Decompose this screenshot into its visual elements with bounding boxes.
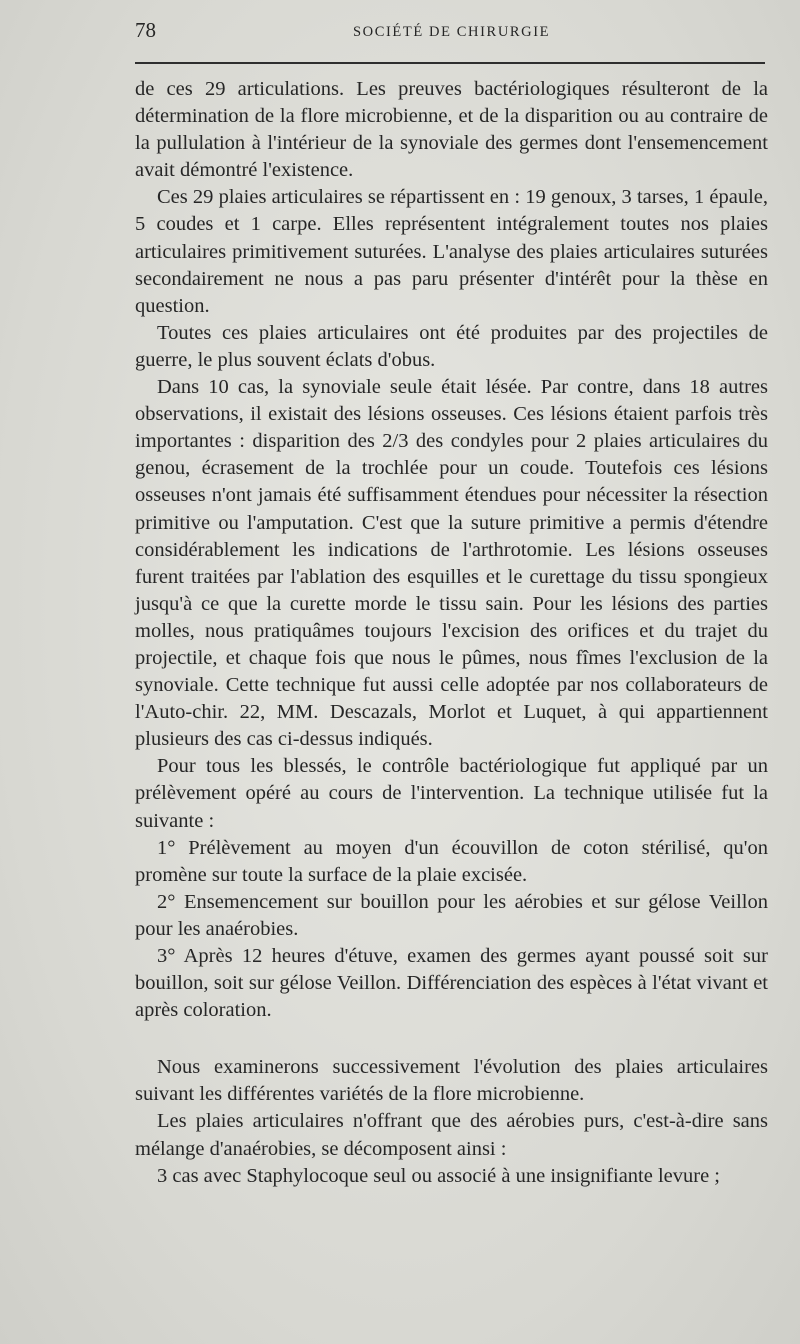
- paragraph: Pour tous les blessés, le contrôle bactériologique fut appliqué par un prélèvement opéré au cours de l'intervention. La technique utilisée fut la suivante :: [135, 755, 768, 832]
- paragraph: Toutes ces plaies articulaires ont été produites par des projectiles de guerre, le plus souvent éclats d'obus.: [135, 321, 768, 371]
- running-title: SOCIÉTÉ DE CHIRURGIE: [353, 24, 551, 40]
- paragraph: 3 cas avec Staphylocoque seul ou associé à une insignifiante levure ;: [157, 1164, 720, 1187]
- list-item: 3° Après 12 heures d'étuve, examen des germes ayant poussé soit sur bouillon, soit sur gélose Veillon. Différenciation des espèces à l'état vivant et après coloration.: [135, 945, 768, 1022]
- paragraph: Nous examinerons successivement l'évolution des plaies articulaires suivant les différentes variétés de la flore microbienne.: [135, 1056, 768, 1106]
- header-rule: [135, 62, 765, 64]
- paragraph: de ces 29 articulations. Les preuves bactériologiques résulteront de la détermination de la flore microbienne, et de la disparition ou au contraire de la pullulation à l'intérieur de la synoviale des germes dont l'ensemencement avait démontré l'existence.: [135, 78, 768, 182]
- page-number: 78: [135, 18, 156, 42]
- body-text: [135, 76, 768, 1190]
- page-header: [135, 18, 765, 48]
- paragraph: Les plaies articulaires n'offrant que des aérobies purs, c'est-à-dire sans mélange d'anaérobies, se décomposent ainsi :: [135, 1110, 768, 1160]
- list-item: 1° Prélèvement au moyen d'un écouvillon de coton stérilisé, qu'on promène sur toute la surface de la plaie excisée.: [135, 836, 768, 886]
- section-gap: [135, 1024, 768, 1054]
- paragraph: Ces 29 plaies articulaires se répartissent en : 19 genoux, 3 tarses, 1 épaule, 5 coudes et 1 carpe. Elles représentent intégralement toutes nos plaies articulaires primitivement suturées. L'analyse des plaies articulaires suturées secondairement ne nous a pas paru présenter d'intérêt pour la thèse en question.: [135, 186, 768, 317]
- paragraph: Dans 10 cas, la synoviale seule était lésée. Par contre, dans 18 autres observations, il existait des lésions osseuses. Ces lésions étaient parfois très importantes : disparition des 2/3 des condyles pour 2 plaies articulaires du genou, écrasement de la trochlée pour un coude. Toutefois ces lésions osseuses n'ont jamais été suffisamment étendues pour nécessiter la résection primitive ou l'amputation. C'est que la suture primitive a permis d'étendre considérablement les indications de l'arthrotomie. Les lésions osseuses furent traitées par l'ablation des esquilles et le curettage du tissu spongieux jusqu'à ce que la curette morde le tissu sain. Pour les lésions des parties molles, nous pratiquâmes toujours l'excision des orifices et du trajet du projectile, et chaque fois que nous le pûmes, nous fîmes l'exclusion de la synoviale. Cette technique fut aussi celle adoptée par nos collaborateurs de l'Auto-chir. 22, MM. Descazals, Morlot et Luquet, à qui appartiennent plusieurs des cas ci-dessus indiqués.: [135, 376, 768, 751]
- list-item: 2° Ensemencement sur bouillon pour les aérobies et sur gélose Veillon pour les anaérobies.: [135, 890, 768, 940]
